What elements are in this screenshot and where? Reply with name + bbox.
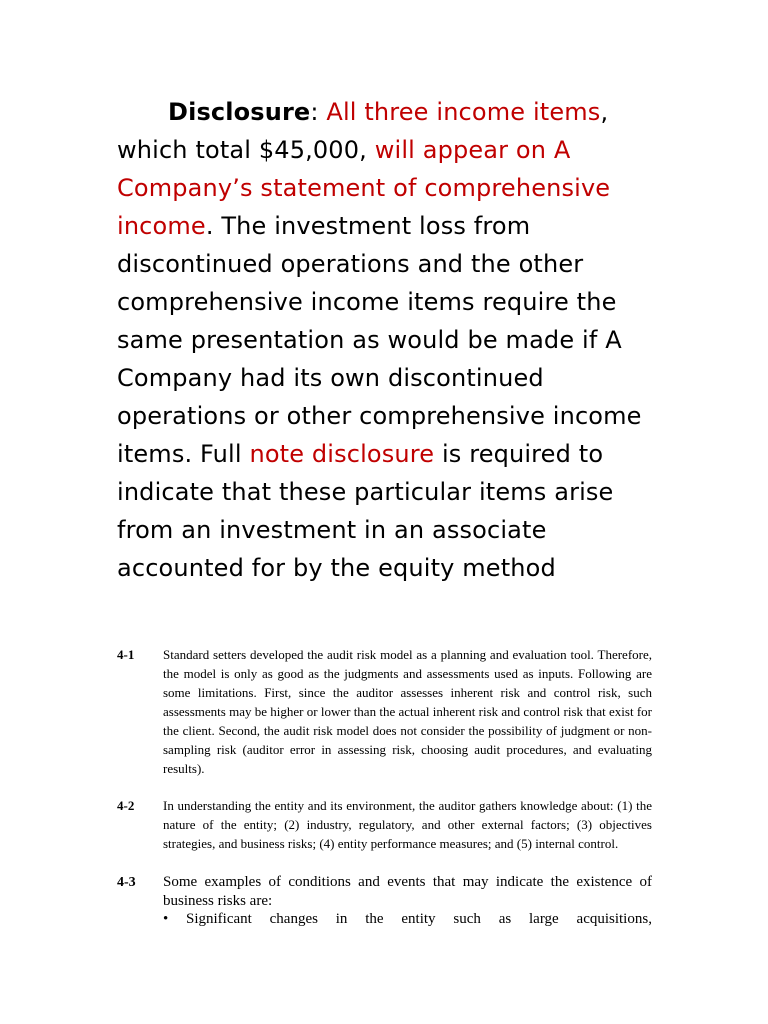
answer-text: Standard setters developed the audit risk model as a planning and evaluation tool. Therefore, the model is only as good as the judgments and assessments used as inputs. Following are some limitations. First, since the auditor assesses inherent risk and control risk, such assessments may be higher or lower than the actual inherent risk and control risk that exist for the client. Second, the audit risk model does not consider the possibility of judgment or non-sampling risk (auditor error in assessing risk, choosing audit procedures, and evaluating results). [163, 647, 652, 776]
disclosure-paragraph [117, 93, 657, 587]
bullet-word: such [453, 911, 481, 927]
highlight-statement: will appear on A Company’s statement of comprehensive income [117, 136, 611, 240]
paragraph-text-2: . The investment loss from discontinued operations and the other comprehensive income items require the same presentation as would be made if A Company had its own discontinued operations or other comprehensive income items. Full [117, 212, 642, 468]
bullet-icon: • [163, 911, 169, 927]
answer-4-1 [117, 645, 652, 778]
paragraph-text-1: , which total $45,000, [117, 98, 609, 164]
bullet-word: large [529, 911, 559, 927]
bullet-word: in [335, 911, 348, 927]
bullet-word: acquisitions, [576, 911, 652, 927]
answer-4-2 [117, 796, 652, 853]
disclosure-colon: : [310, 98, 327, 126]
answer-text: In understanding the entity and its environment, the auditor gathers knowledge about: (1) the nature of the entity; (2) industry, regulatory, and other external factors; (3) objectives strategies, and business risks; (4) entity performance measures; and (5) internal control. [163, 798, 652, 851]
bullet-word: Significant [186, 911, 252, 927]
highlight-income-items: All three income items [326, 98, 601, 126]
answer-number: 4-1 [117, 647, 135, 662]
answer-number: 4-3 [117, 875, 136, 890]
bullet-list-item [163, 910, 652, 929]
bullet-text [186, 910, 652, 929]
bullet-word: the [365, 911, 384, 927]
bullet-word: entity [401, 911, 436, 927]
disclosure-label: Disclosure [168, 98, 311, 126]
answer-text: Some examples of conditions and events that may indicate the existence of business risks are: [163, 874, 652, 909]
answer-4-3 [117, 873, 652, 911]
highlight-note-disclosure: note disclosure [249, 440, 435, 468]
paragraph-text-3: is required to indicate that these particular items arise from an investment in an associate accounted for by the equity method [117, 440, 614, 582]
bullet-word: changes [269, 911, 318, 927]
bullet-word: as [498, 911, 512, 927]
answer-number: 4-2 [117, 798, 135, 813]
